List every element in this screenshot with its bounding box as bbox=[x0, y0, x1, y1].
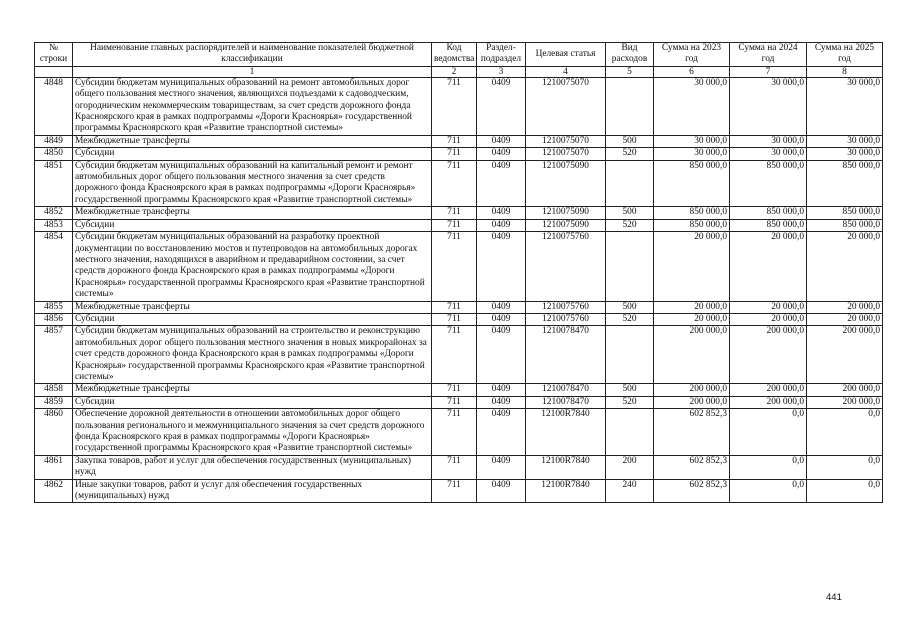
row-name: Субсидии bbox=[73, 148, 432, 160]
row-number: 4851 bbox=[35, 160, 73, 207]
row-dept-code: 711 bbox=[432, 148, 477, 160]
table-row bbox=[35, 396, 883, 408]
row-dept-code: 711 bbox=[432, 219, 477, 231]
table-row bbox=[35, 148, 883, 160]
row-section: 0409 bbox=[477, 77, 526, 135]
row-section: 0409 bbox=[477, 219, 526, 231]
row-expense-kind: 520 bbox=[606, 148, 654, 160]
row-sum-2023: 200 000,0 bbox=[654, 326, 730, 384]
row-section: 0409 bbox=[477, 301, 526, 313]
row-expense-kind: 200 bbox=[606, 455, 654, 479]
table-row bbox=[35, 135, 883, 147]
row-name: Субсидии бюджетам муниципальных образований на капитальный ремонт и ремонт автомобильных дорог общего пользования местного значения за счет средств дорожного фонда Красноярского края в рамках подпрограммы «Дороги Красноярья» государственной программы Красноярского края «Развитие транспортной системы» bbox=[73, 160, 432, 207]
row-section: 0409 bbox=[477, 409, 526, 456]
header-target-article: Целевая статья bbox=[526, 43, 606, 67]
row-sum-2023: 20 000,0 bbox=[654, 232, 730, 301]
table-row bbox=[35, 207, 883, 219]
row-sum-2024: 850 000,0 bbox=[730, 160, 807, 207]
row-target-article: 1210075760 bbox=[526, 313, 606, 325]
row-sum-2024: 20 000,0 bbox=[730, 232, 807, 301]
row-target-article: 1210078470 bbox=[526, 396, 606, 408]
table-row bbox=[35, 232, 883, 301]
row-sum-2024: 200 000,0 bbox=[730, 384, 807, 396]
row-target-article: 1210075760 bbox=[526, 301, 606, 313]
row-name: Межбюджетные трансферты bbox=[73, 301, 432, 313]
header-sum-2023: Сумма на 2023 год bbox=[654, 43, 730, 67]
row-target-article: 12100R7840 bbox=[526, 479, 606, 503]
row-sum-2024: 0,0 bbox=[730, 409, 807, 456]
row-target-article: 1210075070 bbox=[526, 148, 606, 160]
row-sum-2025: 850 000,0 bbox=[807, 160, 883, 207]
row-target-article: 1210075760 bbox=[526, 232, 606, 301]
row-number: 4861 bbox=[35, 455, 73, 479]
row-sum-2025: 30 000,0 bbox=[807, 148, 883, 160]
row-target-article: 1210075090 bbox=[526, 219, 606, 231]
row-sum-2024: 850 000,0 bbox=[730, 207, 807, 219]
row-dept-code: 711 bbox=[432, 326, 477, 384]
row-number: 4850 bbox=[35, 148, 73, 160]
row-dept-code: 711 bbox=[432, 409, 477, 456]
row-section: 0409 bbox=[477, 160, 526, 207]
row-target-article: 1210075070 bbox=[526, 77, 606, 135]
row-expense-kind: 500 bbox=[606, 384, 654, 396]
column-number: 3 bbox=[477, 66, 526, 77]
row-target-article: 1210075070 bbox=[526, 135, 606, 147]
row-sum-2024: 30 000,0 bbox=[730, 135, 807, 147]
row-name: Субсидии бюджетам муниципальных образований на строительство и реконструкцию автомобильных дорог общего пользования местного значения в новых микрорайонах за счет средств дорожного фонда Красноярского края в рамках подпрограммы «Дороги Красноярья» государственной программы Красноярского края «Развитие транспортной системы» bbox=[73, 326, 432, 384]
row-expense-kind bbox=[606, 232, 654, 301]
row-expense-kind: 520 bbox=[606, 219, 654, 231]
column-number: 1 bbox=[73, 66, 432, 77]
row-section: 0409 bbox=[477, 396, 526, 408]
row-number: 4857 bbox=[35, 326, 73, 384]
table-row bbox=[35, 409, 883, 456]
row-sum-2023: 20 000,0 bbox=[654, 313, 730, 325]
row-target-article: 1210075090 bbox=[526, 207, 606, 219]
row-name: Субсидии бюджетам муниципальных образований на ремонт автомобильных дорог общего пользования местного значения, являющихся подъездами к садоводческим, огородническим некоммерческим товариществам, за счет средств дорожного фонда Красноярского края в рамках подпрограммы «Дороги Красноярья» государственной программы Красноярского края «Развитие транспортной системы» bbox=[73, 77, 432, 135]
row-sum-2023: 30 000,0 bbox=[654, 135, 730, 147]
row-sum-2023: 850 000,0 bbox=[654, 219, 730, 231]
table-row bbox=[35, 219, 883, 231]
row-number: 4854 bbox=[35, 232, 73, 301]
row-sum-2023: 602 852,3 bbox=[654, 455, 730, 479]
row-name: Субсидии bbox=[73, 396, 432, 408]
row-sum-2025: 20 000,0 bbox=[807, 313, 883, 325]
row-expense-kind: 240 bbox=[606, 479, 654, 503]
row-section: 0409 bbox=[477, 326, 526, 384]
row-sum-2024: 20 000,0 bbox=[730, 313, 807, 325]
row-target-article: 1210078470 bbox=[526, 384, 606, 396]
table-header bbox=[35, 43, 883, 78]
row-expense-kind: 500 bbox=[606, 135, 654, 147]
row-target-article: 12100R7840 bbox=[526, 455, 606, 479]
column-number bbox=[35, 66, 73, 77]
row-section: 0409 bbox=[477, 479, 526, 503]
row-sum-2025: 200 000,0 bbox=[807, 326, 883, 384]
row-name: Межбюджетные трансферты bbox=[73, 135, 432, 147]
row-sum-2025: 850 000,0 bbox=[807, 207, 883, 219]
header-section: Раздел-подраздел bbox=[477, 43, 526, 67]
row-sum-2025: 200 000,0 bbox=[807, 396, 883, 408]
row-expense-kind: 520 bbox=[606, 313, 654, 325]
row-sum-2024: 0,0 bbox=[730, 479, 807, 503]
row-expense-kind bbox=[606, 409, 654, 456]
row-sum-2025: 30 000,0 bbox=[807, 135, 883, 147]
row-dept-code: 711 bbox=[432, 135, 477, 147]
row-number: 4849 bbox=[35, 135, 73, 147]
row-sum-2024: 850 000,0 bbox=[730, 219, 807, 231]
row-sum-2023: 30 000,0 bbox=[654, 148, 730, 160]
row-name: Субсидии бюджетам муниципальных образований на разработку проектной документации по восстановлению мостов и путепроводов на автомобильных дорогах местного значения, находящихся в аварийном и предаварийном состоянии, за счет средств дорожного фонда Красноярского края в рамках подпрограммы «Дороги Красноярья» государственной программы Красноярского края «Развитие транспортной системы» bbox=[73, 232, 432, 301]
row-sum-2025: 0,0 bbox=[807, 455, 883, 479]
row-section: 0409 bbox=[477, 148, 526, 160]
row-dept-code: 711 bbox=[432, 396, 477, 408]
row-sum-2023: 30 000,0 bbox=[654, 77, 730, 135]
row-dept-code: 711 bbox=[432, 313, 477, 325]
row-sum-2023: 850 000,0 bbox=[654, 207, 730, 219]
row-dept-code: 711 bbox=[432, 479, 477, 503]
row-name: Межбюджетные трансферты bbox=[73, 207, 432, 219]
column-number-row bbox=[35, 66, 883, 77]
row-dept-code: 711 bbox=[432, 77, 477, 135]
row-sum-2025: 200 000,0 bbox=[807, 384, 883, 396]
row-section: 0409 bbox=[477, 455, 526, 479]
row-expense-kind bbox=[606, 160, 654, 207]
row-number: 4855 bbox=[35, 301, 73, 313]
row-target-article: 1210075090 bbox=[526, 160, 606, 207]
row-dept-code: 711 bbox=[432, 160, 477, 207]
row-name: Субсидии bbox=[73, 219, 432, 231]
row-number: 4859 bbox=[35, 396, 73, 408]
header-row-number: № строки bbox=[35, 43, 73, 67]
row-section: 0409 bbox=[477, 313, 526, 325]
column-number: 8 bbox=[807, 66, 883, 77]
budget-table bbox=[34, 42, 883, 503]
row-number: 4862 bbox=[35, 479, 73, 503]
row-dept-code: 711 bbox=[432, 207, 477, 219]
row-sum-2023: 20 000,0 bbox=[654, 301, 730, 313]
row-expense-kind bbox=[606, 77, 654, 135]
row-section: 0409 bbox=[477, 207, 526, 219]
row-dept-code: 711 bbox=[432, 232, 477, 301]
row-sum-2024: 20 000,0 bbox=[730, 301, 807, 313]
row-sum-2024: 30 000,0 bbox=[730, 148, 807, 160]
row-number: 4858 bbox=[35, 384, 73, 396]
column-number: 6 bbox=[654, 66, 730, 77]
table-row bbox=[35, 479, 883, 503]
row-sum-2025: 850 000,0 bbox=[807, 219, 883, 231]
row-number: 4853 bbox=[35, 219, 73, 231]
row-sum-2025: 30 000,0 bbox=[807, 77, 883, 135]
row-sum-2023: 850 000,0 bbox=[654, 160, 730, 207]
row-dept-code: 711 bbox=[432, 301, 477, 313]
row-name: Субсидии bbox=[73, 313, 432, 325]
header-name: Наименование главных распорядителей и наименование показателей бюджетной классификации bbox=[73, 43, 432, 67]
header-row bbox=[35, 43, 883, 67]
row-number: 4860 bbox=[35, 409, 73, 456]
row-sum-2025: 20 000,0 bbox=[807, 301, 883, 313]
row-number: 4852 bbox=[35, 207, 73, 219]
table-row bbox=[35, 301, 883, 313]
table-row bbox=[35, 160, 883, 207]
header-sum-2024: Сумма на 2024 год bbox=[730, 43, 807, 67]
row-sum-2023: 200 000,0 bbox=[654, 384, 730, 396]
row-dept-code: 711 bbox=[432, 384, 477, 396]
row-sum-2024: 200 000,0 bbox=[730, 396, 807, 408]
row-sum-2024: 0,0 bbox=[730, 455, 807, 479]
column-number: 2 bbox=[432, 66, 477, 77]
header-sum-2025: Сумма на 2025 год bbox=[807, 43, 883, 67]
column-number: 7 bbox=[730, 66, 807, 77]
row-target-article: 12100R7840 bbox=[526, 409, 606, 456]
table-row bbox=[35, 326, 883, 384]
row-sum-2024: 30 000,0 bbox=[730, 77, 807, 135]
page-number: 441 bbox=[826, 592, 842, 603]
row-section: 0409 bbox=[477, 135, 526, 147]
table-row bbox=[35, 384, 883, 396]
row-sum-2023: 602 852,3 bbox=[654, 409, 730, 456]
row-expense-kind: 500 bbox=[606, 301, 654, 313]
table-body bbox=[35, 77, 883, 503]
column-number: 4 bbox=[526, 66, 606, 77]
row-sum-2025: 0,0 bbox=[807, 479, 883, 503]
header-dept-code: Код ведомства bbox=[432, 43, 477, 67]
row-expense-kind bbox=[606, 326, 654, 384]
row-section: 0409 bbox=[477, 232, 526, 301]
table-row bbox=[35, 313, 883, 325]
table-row bbox=[35, 455, 883, 479]
row-sum-2024: 200 000,0 bbox=[730, 326, 807, 384]
table-row bbox=[35, 77, 883, 135]
row-expense-kind: 500 bbox=[606, 207, 654, 219]
row-expense-kind: 520 bbox=[606, 396, 654, 408]
row-name: Иные закупки товаров, работ и услуг для обеспечения государственных (муниципальных) нужд bbox=[73, 479, 432, 503]
row-name: Межбюджетные трансферты bbox=[73, 384, 432, 396]
row-number: 4856 bbox=[35, 313, 73, 325]
header-expense-kind: Вид расходов bbox=[606, 43, 654, 67]
row-name: Закупка товаров, работ и услуг для обеспечения государственных (муниципальных) нужд bbox=[73, 455, 432, 479]
row-sum-2025: 0,0 bbox=[807, 409, 883, 456]
row-dept-code: 711 bbox=[432, 455, 477, 479]
row-sum-2023: 200 000,0 bbox=[654, 396, 730, 408]
row-target-article: 1210078470 bbox=[526, 326, 606, 384]
row-section: 0409 bbox=[477, 384, 526, 396]
row-number: 4848 bbox=[35, 77, 73, 135]
row-sum-2025: 20 000,0 bbox=[807, 232, 883, 301]
row-name: Обеспечение дорожной деятельности в отношении автомобильных дорог общего пользования регионального и межмуниципального значения за счет средств дорожного фонда Красноярского края в рамках подпрограммы «Дороги Красноярья» государственной программы Красноярского края «Развитие транспортной системы» bbox=[73, 409, 432, 456]
column-number: 5 bbox=[606, 66, 654, 77]
row-sum-2023: 602 852,3 bbox=[654, 479, 730, 503]
